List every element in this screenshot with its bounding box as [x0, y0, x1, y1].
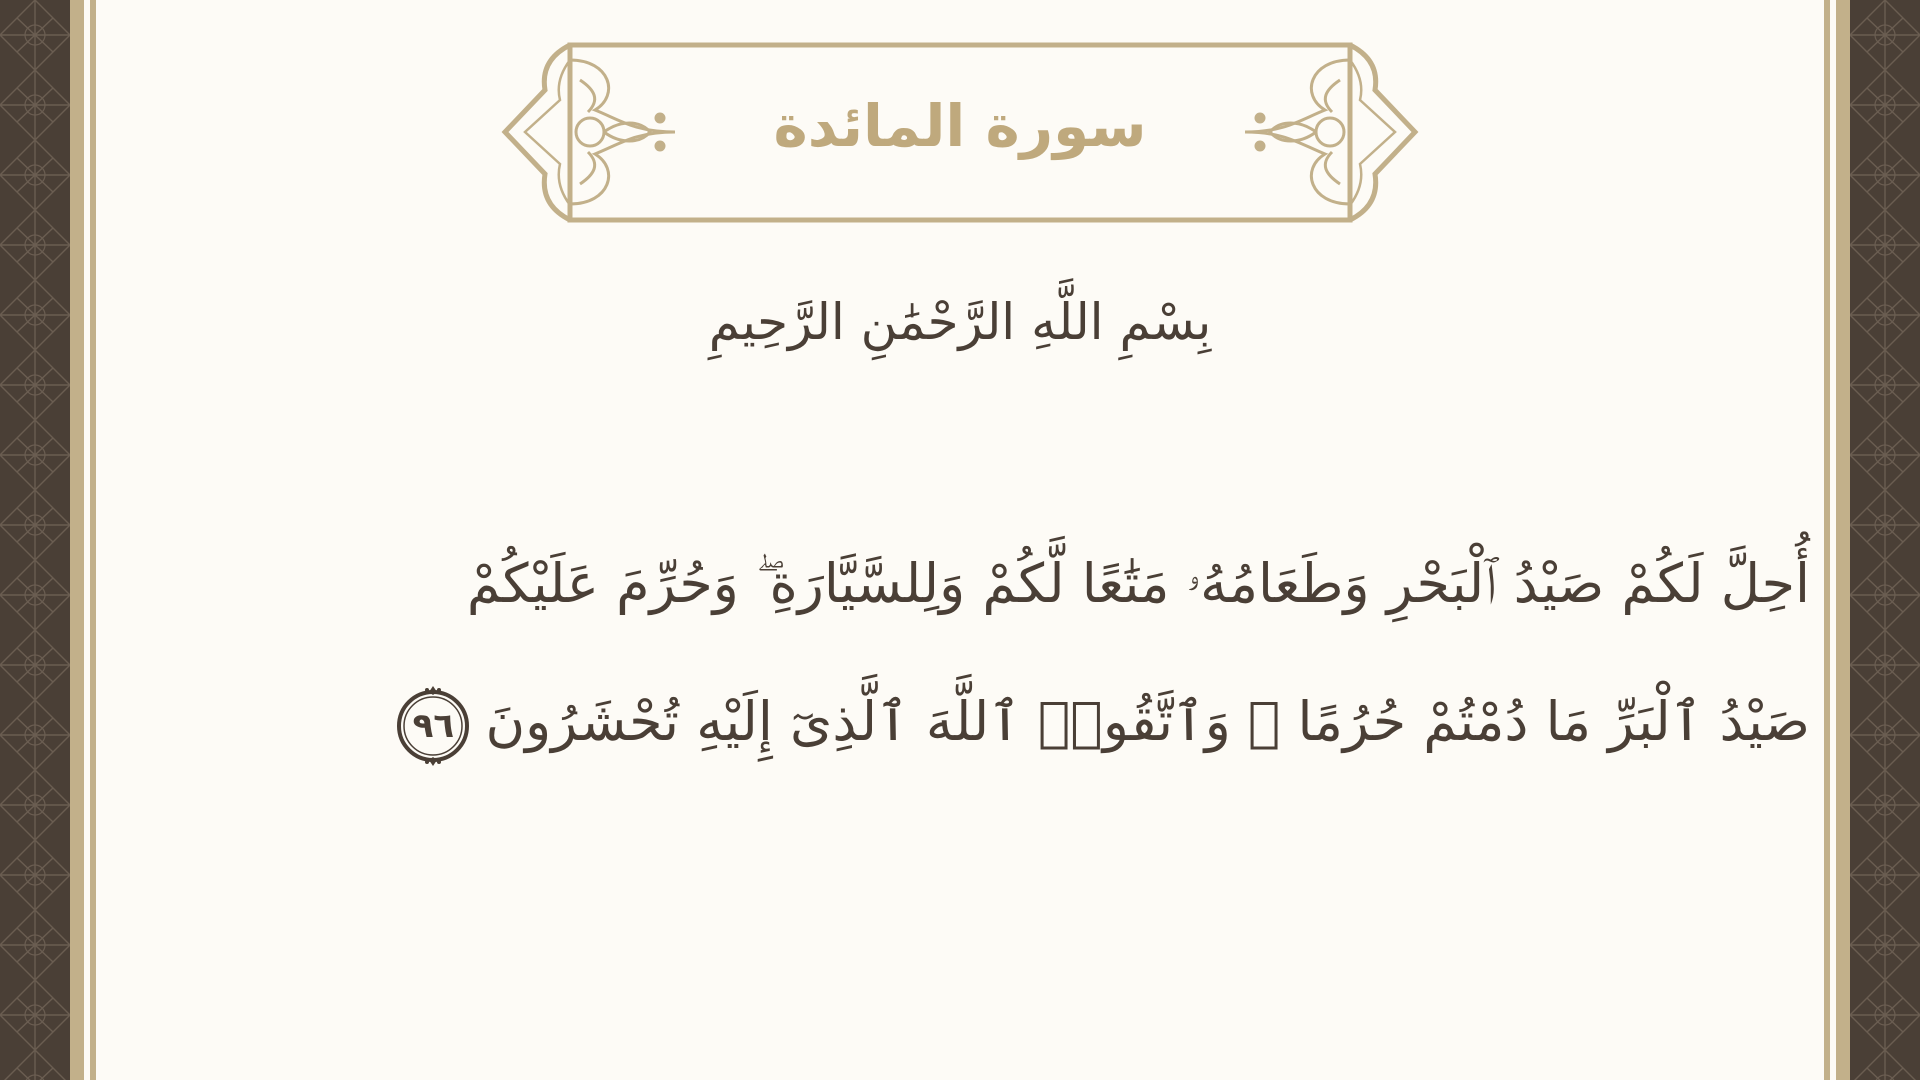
left-gold-rule-inner [90, 0, 96, 1080]
right-gold-rule-outer [1836, 0, 1850, 1080]
geometric-pattern-icon [0, 0, 70, 1080]
surah-title: سورة المائدة [773, 92, 1147, 160]
right-gold-rule-inner [1824, 0, 1830, 1080]
verse-line-1-text: أُحِلَّ لَكُمْ صَيْدُ ٱلْبَحْرِ وَطَعَامُهُۥ مَتَٰعًا لَّكُمْ وَلِلسَّيَّارَةِ ۖ وَحُرِّمَ عَلَيْكُمْ [466, 552, 1810, 615]
geometric-pattern-icon [1850, 0, 1920, 1080]
left-gold-rule-outer [70, 0, 84, 1080]
surah-title-banner [500, 40, 1420, 230]
right-ornamental-border [1850, 0, 1920, 1080]
verse-text [270, 515, 1810, 791]
verse-line-1 [270, 515, 1810, 653]
basmala: بِسْمِ اللَّهِ الرَّحْمَٰنِ الرَّحِيمِ [708, 293, 1212, 351]
left-ornamental-border [0, 0, 70, 1080]
verse-line-2-text: صَيْدُ ٱلْبَرِّ مَا دُمْتُمْ حُرُمًا ۗ وَٱتَّقُوا۟ ٱللَّهَ ٱلَّذِىٓ إِلَيْهِ تُحْشَرُونَ [485, 690, 1810, 753]
ayah-number: ٩٦ [412, 706, 455, 746]
verse-line-2 [270, 653, 1810, 791]
ayah-end-marker [391, 684, 475, 768]
